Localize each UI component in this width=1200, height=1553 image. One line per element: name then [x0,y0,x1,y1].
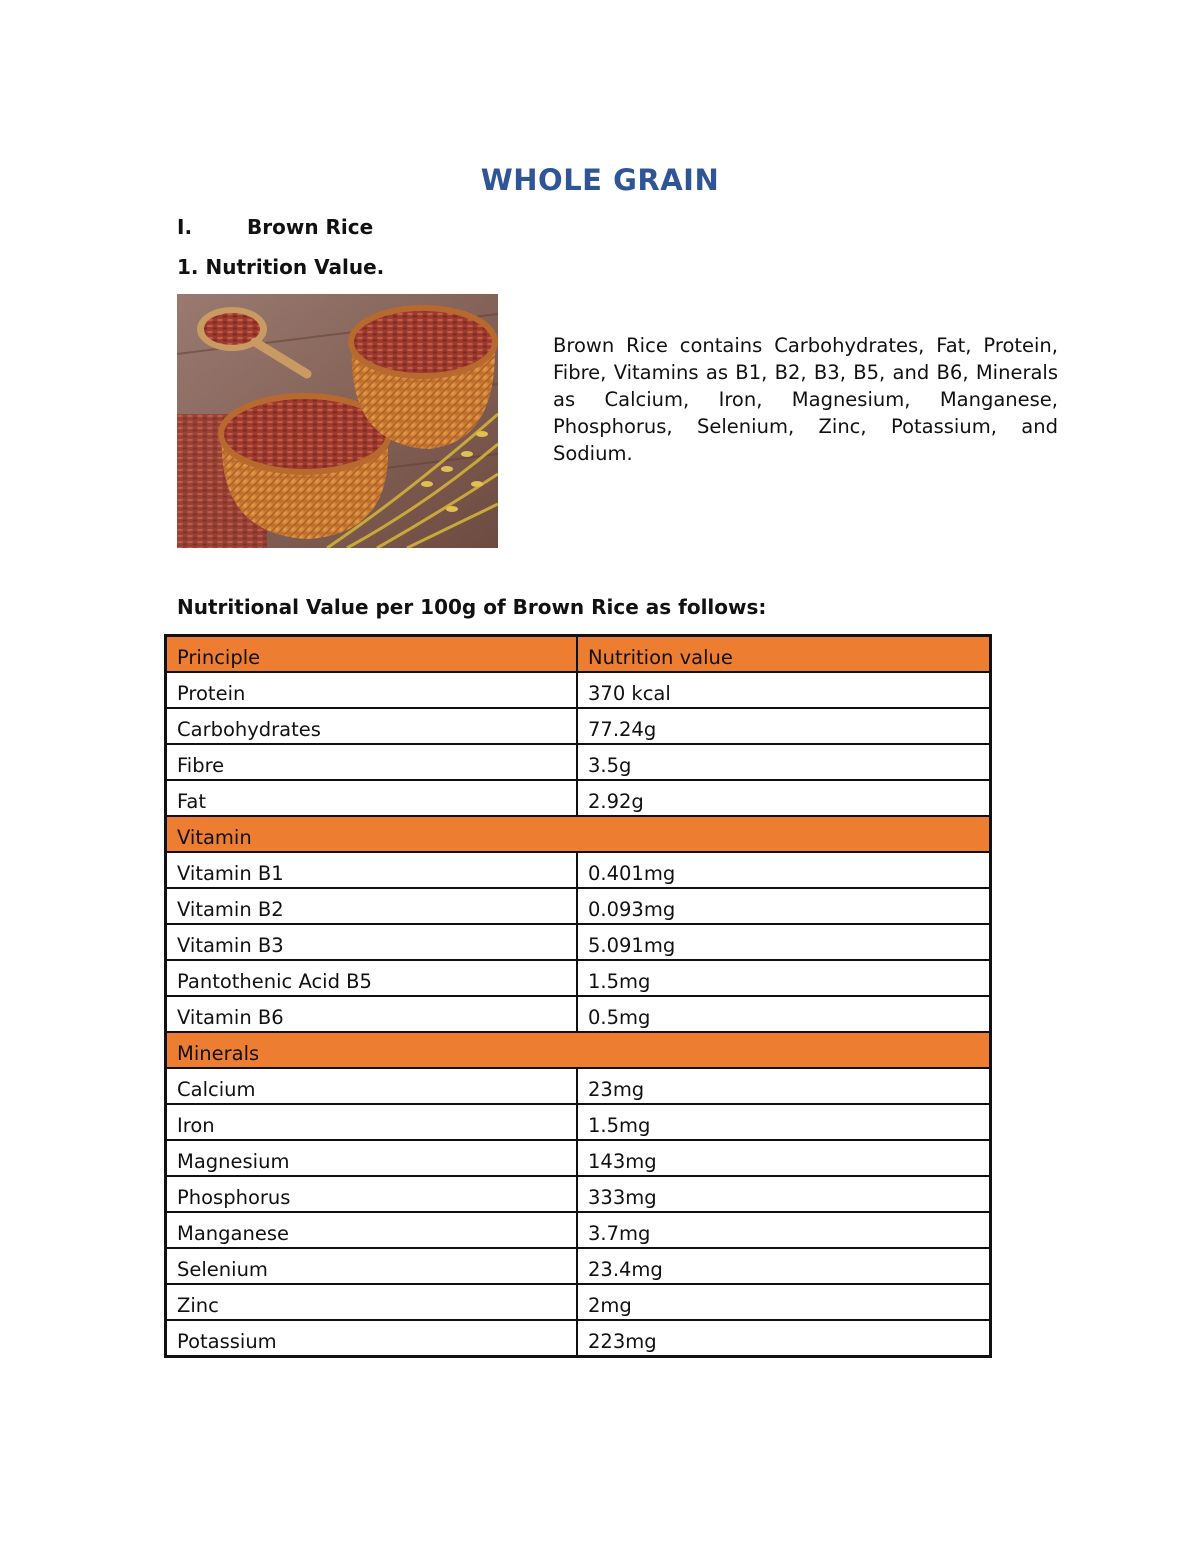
table-row [166,1248,991,1284]
rice-description: Brown Rice contains Carbohydrates, Fat, Protein, Fibre, Vitamins as B1, B2, B3, B5, and B6, Minerals as Calcium, Iron, Magnesium, Manganese, Phosphorus, Selenium, Zinc, Potassium, and Sodium. [553,334,1058,465]
principle-cell: Selenium [166,1248,578,1284]
value-cell: 1.5mg [577,960,991,996]
page-title: WHOLE GRAIN [480,163,720,197]
table-row [166,1140,991,1176]
value-cell: 223mg [577,1320,991,1357]
table-row [166,780,991,816]
principle-cell: Vitamin B1 [166,852,578,888]
column-header-nutrition-value: Nutrition value [577,636,991,673]
principle-cell: Zinc [166,1284,578,1320]
value-cell: 370 kcal [577,672,991,708]
value-cell: 1.5mg [577,1104,991,1140]
table-row [166,852,991,888]
principle-cell: Phosphorus [166,1176,578,1212]
principle-cell: Calcium [166,1068,578,1104]
table-row [166,960,991,996]
minerals-group-header: Minerals [166,1032,991,1068]
principle-cell: Fat [166,780,578,816]
table-row [166,888,991,924]
principle-cell: Magnesium [166,1140,578,1176]
value-cell: 2.92g [577,780,991,816]
table-caption: Nutritional Value per 100g of Brown Rice as follows: [177,595,767,619]
table-row [166,1176,991,1212]
principle-cell: Iron [166,1104,578,1140]
principle-cell: Vitamin B3 [166,924,578,960]
vitamin-group-header: Vitamin [166,816,991,852]
subsection-heading: 1. Nutrition Value. [177,255,385,279]
principle-cell: Manganese [166,1212,578,1248]
section-number: I. [177,215,193,239]
group-header-row [166,1032,991,1068]
value-cell: 2mg [577,1284,991,1320]
principle-cell: Pantothenic Acid B5 [166,960,578,996]
value-cell: 143mg [577,1140,991,1176]
principle-cell: Vitamin B6 [166,996,578,1032]
table-row [166,672,991,708]
value-cell: 3.7mg [577,1212,991,1248]
table-row [166,1212,991,1248]
principle-cell: Potassium [166,1320,578,1357]
value-cell: 3.5g [577,744,991,780]
value-cell: 0.093mg [577,888,991,924]
principle-cell: Carbohydrates [166,708,578,744]
value-cell: 333mg [577,1176,991,1212]
group-header-row [166,816,991,852]
principle-cell: Protein [166,672,578,708]
value-cell: 0.401mg [577,852,991,888]
column-header-principle: Principle [166,636,578,673]
section-label: Brown Rice [247,215,374,239]
table-row [166,1068,991,1104]
principle-cell: Fibre [166,744,578,780]
section-heading [177,215,373,239]
value-cell: 23mg [577,1068,991,1104]
table-row [166,1284,991,1320]
value-cell: 0.5mg [577,996,991,1032]
brown-rice-photo [177,294,498,548]
table-row [166,996,991,1032]
nutrition-table [164,634,992,1358]
table-row [166,744,991,780]
table-row [166,708,991,744]
table-row [166,924,991,960]
principle-cell: Vitamin B2 [166,888,578,924]
value-cell: 77.24g [577,708,991,744]
value-cell: 5.091mg [577,924,991,960]
table-row [166,1320,991,1357]
table-row [166,1104,991,1140]
table-header-row [166,636,991,673]
value-cell: 23.4mg [577,1248,991,1284]
